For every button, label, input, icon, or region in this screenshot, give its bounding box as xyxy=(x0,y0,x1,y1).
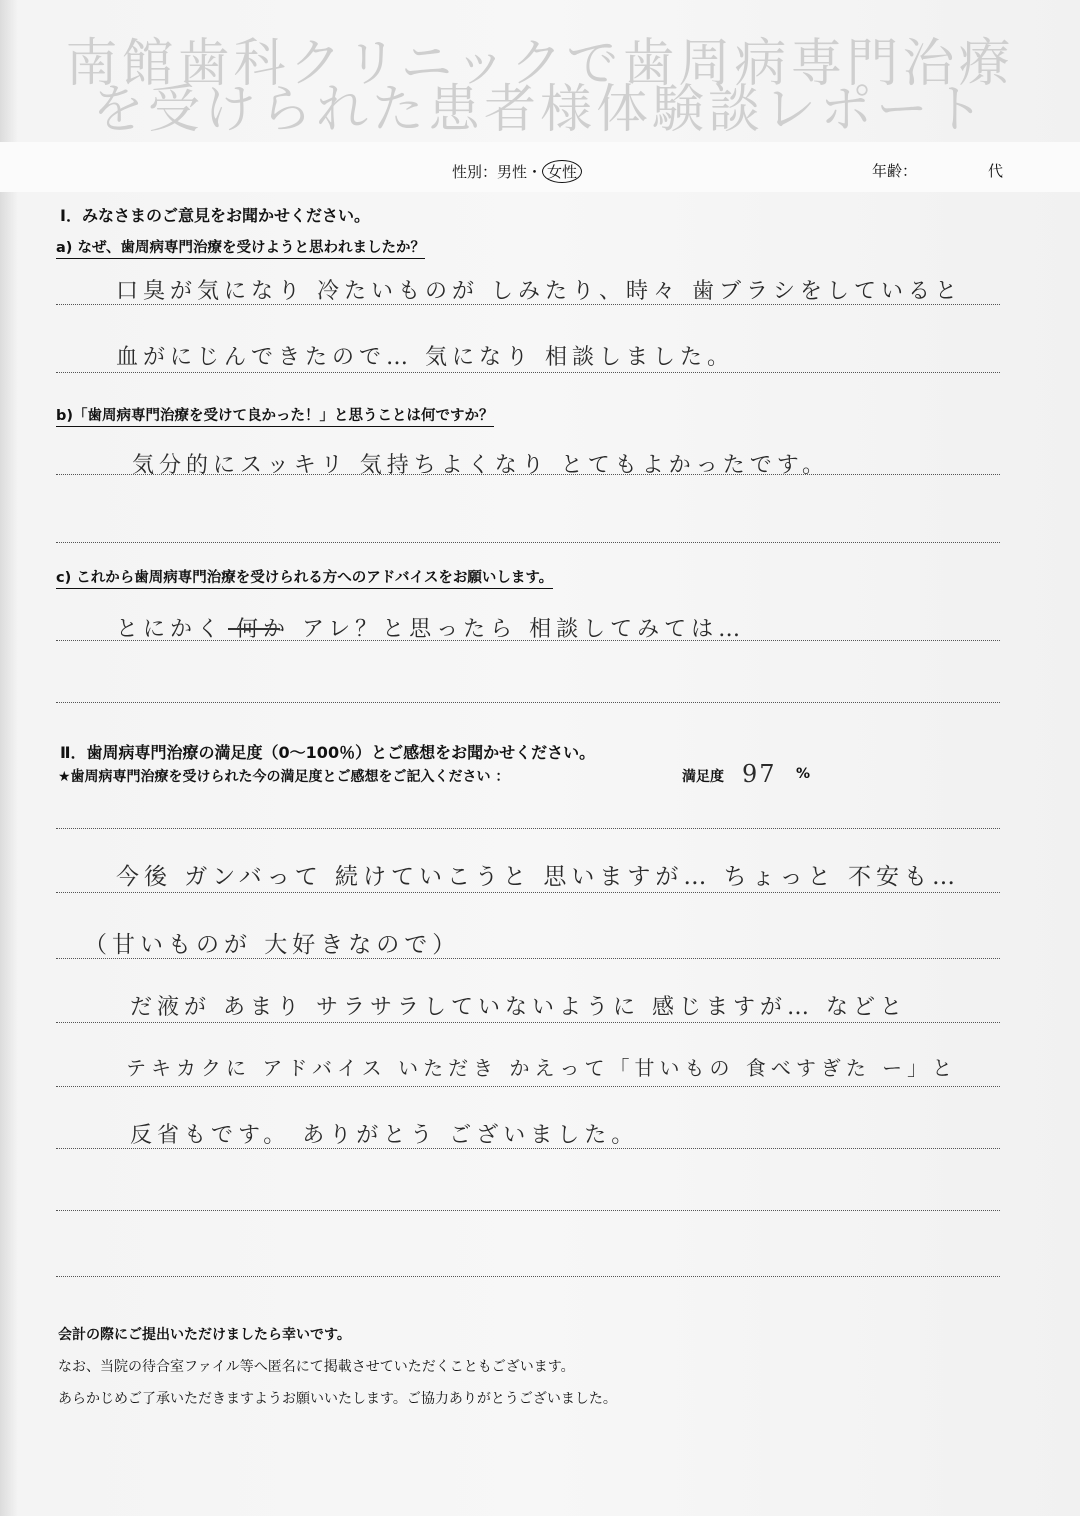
crossed-out-mark xyxy=(228,628,280,630)
gender-male-option: 男性・ xyxy=(497,163,543,181)
answer-rule xyxy=(56,474,1000,475)
comment-line-5: 反省もです。 ありがとう ございました。 xyxy=(130,1123,639,1148)
gender-label: 性別： xyxy=(452,163,498,181)
answer-rule xyxy=(56,892,1000,893)
gender-field xyxy=(452,160,582,183)
answer-rule xyxy=(56,702,1000,703)
answer-rule xyxy=(56,1148,1000,1149)
title-line-1: 南館歯科クリニックで歯周病専門治療 xyxy=(65,34,1015,94)
answer-rule xyxy=(56,304,1000,305)
question-a: a) なぜ、歯周病専門治療を受けようと思われましたか？ xyxy=(56,236,425,259)
answer-a-line-2: 血がにじんできたので… 気になり 相談しました。 xyxy=(116,345,734,370)
answer-rule xyxy=(56,1086,1000,1087)
question-b: b)「歯周病専門治療を受けて良かった！」と思うことは何ですか？ xyxy=(56,404,494,427)
satisfaction-label: 満足度 xyxy=(682,769,724,785)
answer-a-line-1: 口臭が気になり 冷たいものが しみたり、時々 歯ブラシをしていると xyxy=(116,279,962,304)
comment-line-3: だ液が あまり サラサラしていないように 感じますが… などと xyxy=(130,995,907,1020)
answer-rule xyxy=(56,1022,1000,1023)
section-2-heading: Ⅱ．歯周病専門治療の満足度（0～100％）とご感想をお聞かせください。 xyxy=(60,743,596,762)
satisfaction-value: 97 xyxy=(742,760,777,788)
comment-line-1: 今後 ガンバって 続けていこうと 思いますが… ちょっと 不安も… xyxy=(116,864,960,890)
satisfaction-unit: % xyxy=(796,766,811,782)
answer-rule xyxy=(56,958,1000,959)
answer-rule xyxy=(56,828,1000,829)
comment-line-2: （甘いものが 大好きなので） xyxy=(84,932,461,958)
answer-rule xyxy=(56,1210,1000,1211)
section-1-heading: Ⅰ．みなさまのご意見をお聞かせください。 xyxy=(60,206,370,225)
answer-rule xyxy=(56,640,1000,641)
satisfaction-prompt: ★歯周病専門治療を受けられた今の満足度とご感想をご記入ください ： xyxy=(58,769,510,785)
footer-note-1: なお、当院の待合室ファイル等へ匿名にて掲載させていただくこともございます。 xyxy=(58,1359,575,1375)
answer-rule xyxy=(56,1276,1000,1277)
comment-line-4: テキカクに アドバイス いただき かえって「甘いもの 食べすぎた ー」と xyxy=(126,1056,958,1080)
answer-rule xyxy=(56,542,1000,543)
age-suffix: 代 xyxy=(988,162,1004,180)
footer-note-2: あらかじめご了承いただきますようお願いいたします。ご協力ありがとうございました。 xyxy=(58,1391,617,1407)
answer-c-line-1: とにかく 何か アレ？と思ったら 相談してみては… xyxy=(116,617,746,642)
age-label: 年齢： xyxy=(872,162,918,180)
title-line-2: を受けられた患者様体験談レポート xyxy=(91,80,988,140)
gender-female-option-circled: 女性 xyxy=(542,160,582,183)
question-c: c) これから歯周病専門治療を受けられる方へのアドバイスをお願いします。 xyxy=(56,566,553,589)
footer-request: 会計の際にご提出いただけましたら幸いです。 xyxy=(58,1327,351,1343)
answer-rule xyxy=(56,372,1000,373)
answer-b-line-1: 気分的にスッキリ 気持ちよくなり とてもよかったです。 xyxy=(132,453,830,478)
